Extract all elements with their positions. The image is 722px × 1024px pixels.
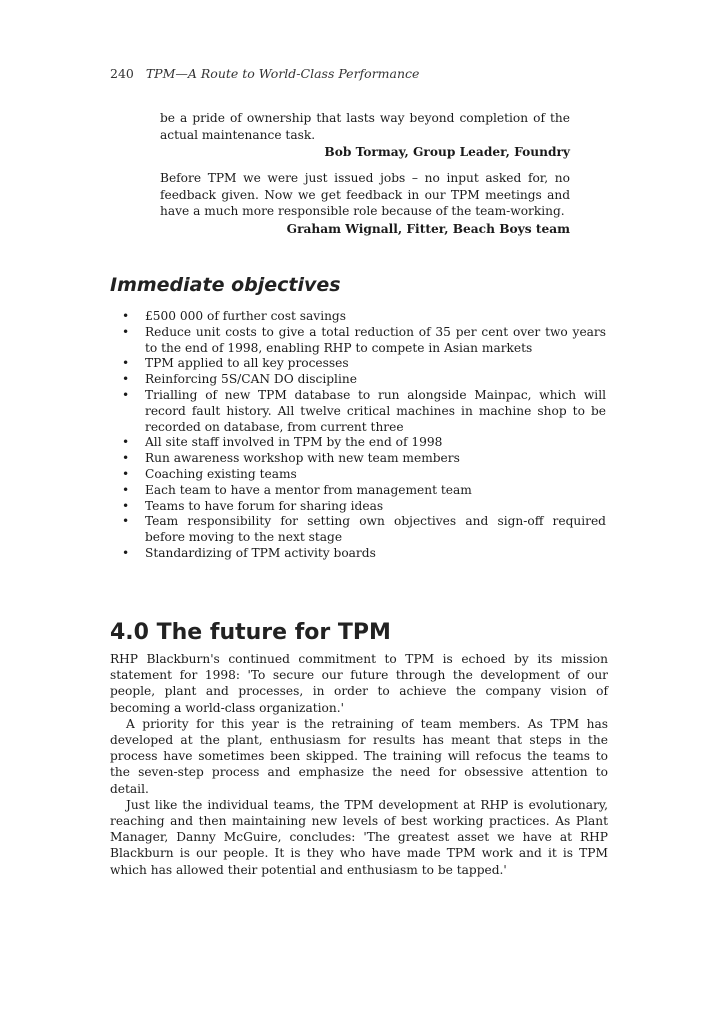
paragraph: RHP Blackburn's continued commitment to TPM is echoed by its mission statement for 1998: 'To secure our future through the development of our people, plant and processes, in order to achieve the company vision of becoming a world-class organization.' xyxy=(110,652,608,715)
page-number: 240 xyxy=(110,66,134,81)
list-item: • Each team to have a mentor from management team xyxy=(118,483,606,499)
list-item: • All site staff involved in TPM by the end of 1998 xyxy=(118,435,606,451)
list-item: • Run awareness workshop with new team members xyxy=(118,451,606,467)
list-item: • Standardizing of TPM activity boards xyxy=(118,546,606,562)
objectives-list xyxy=(118,309,606,562)
quote-block xyxy=(160,170,570,237)
list-item: • Coaching existing teams xyxy=(118,467,606,483)
list-item: • Reinforcing 5S/CAN DO discipline xyxy=(118,372,606,388)
list-item: • Teams to have forum for sharing ideas xyxy=(118,499,606,515)
section-heading-objectives: Immediate objectives xyxy=(110,274,341,296)
quote-text: be a pride of ownership that lasts way beyond completion of the actual maintenance task. xyxy=(160,111,570,142)
list-item: • Trialling of new TPM database to run alongside Mainpac, which will record fault history. All twelve critical machines in machine shop to be recorded on database, from current three xyxy=(118,388,606,435)
section-heading-future: 4.0 The future for TPM xyxy=(110,620,391,645)
quote-text: Before TPM we were just issued jobs – no input asked for, no feedback given. Now we get feedback in our TPM meetings and have a much more responsible role because of the team-working. xyxy=(160,171,570,218)
list-item: • Team responsibility for setting own objectives and sign-off required before moving to the next stage xyxy=(118,514,606,546)
list-item: • £500 000 of further cost savings xyxy=(118,309,606,325)
quote-attribution: Bob Tormay, Group Leader, Foundry xyxy=(324,145,570,159)
paragraph: A priority for this year is the retraining of team members. As TPM has developed at the plant, enthusiasm for results has meant that steps in the process have sometimes been skipped. The training will refocus the teams to the seven-step process and emphasize the need for obsessive attention to detail. xyxy=(110,716,608,796)
paragraph: Just like the individual teams, the TPM development at RHP is evolutionary, reaching and then maintaining new levels of best working practices. As Plant Manager, Danny McGuire, concludes: 'The greatest asset we have at RHP Blackburn is our people. It is they who have made TPM work and it is TPM which has allowed their potential and enthusiasm to be tapped.' xyxy=(110,797,608,877)
book-title: TPM—A Route to World-Class Performance xyxy=(145,66,420,81)
list-item: • Reduce unit costs to give a total reduction of 35 per cent over two years to the end of 1998, enabling RHP to compete in Asian markets xyxy=(118,325,606,357)
quote-attribution: Graham Wignall, Fitter, Beach Boys team xyxy=(286,221,570,236)
list-item: • TPM applied to all key processes xyxy=(118,356,606,372)
future-body xyxy=(110,651,608,878)
running-head xyxy=(110,66,419,81)
quote-block xyxy=(160,110,570,161)
